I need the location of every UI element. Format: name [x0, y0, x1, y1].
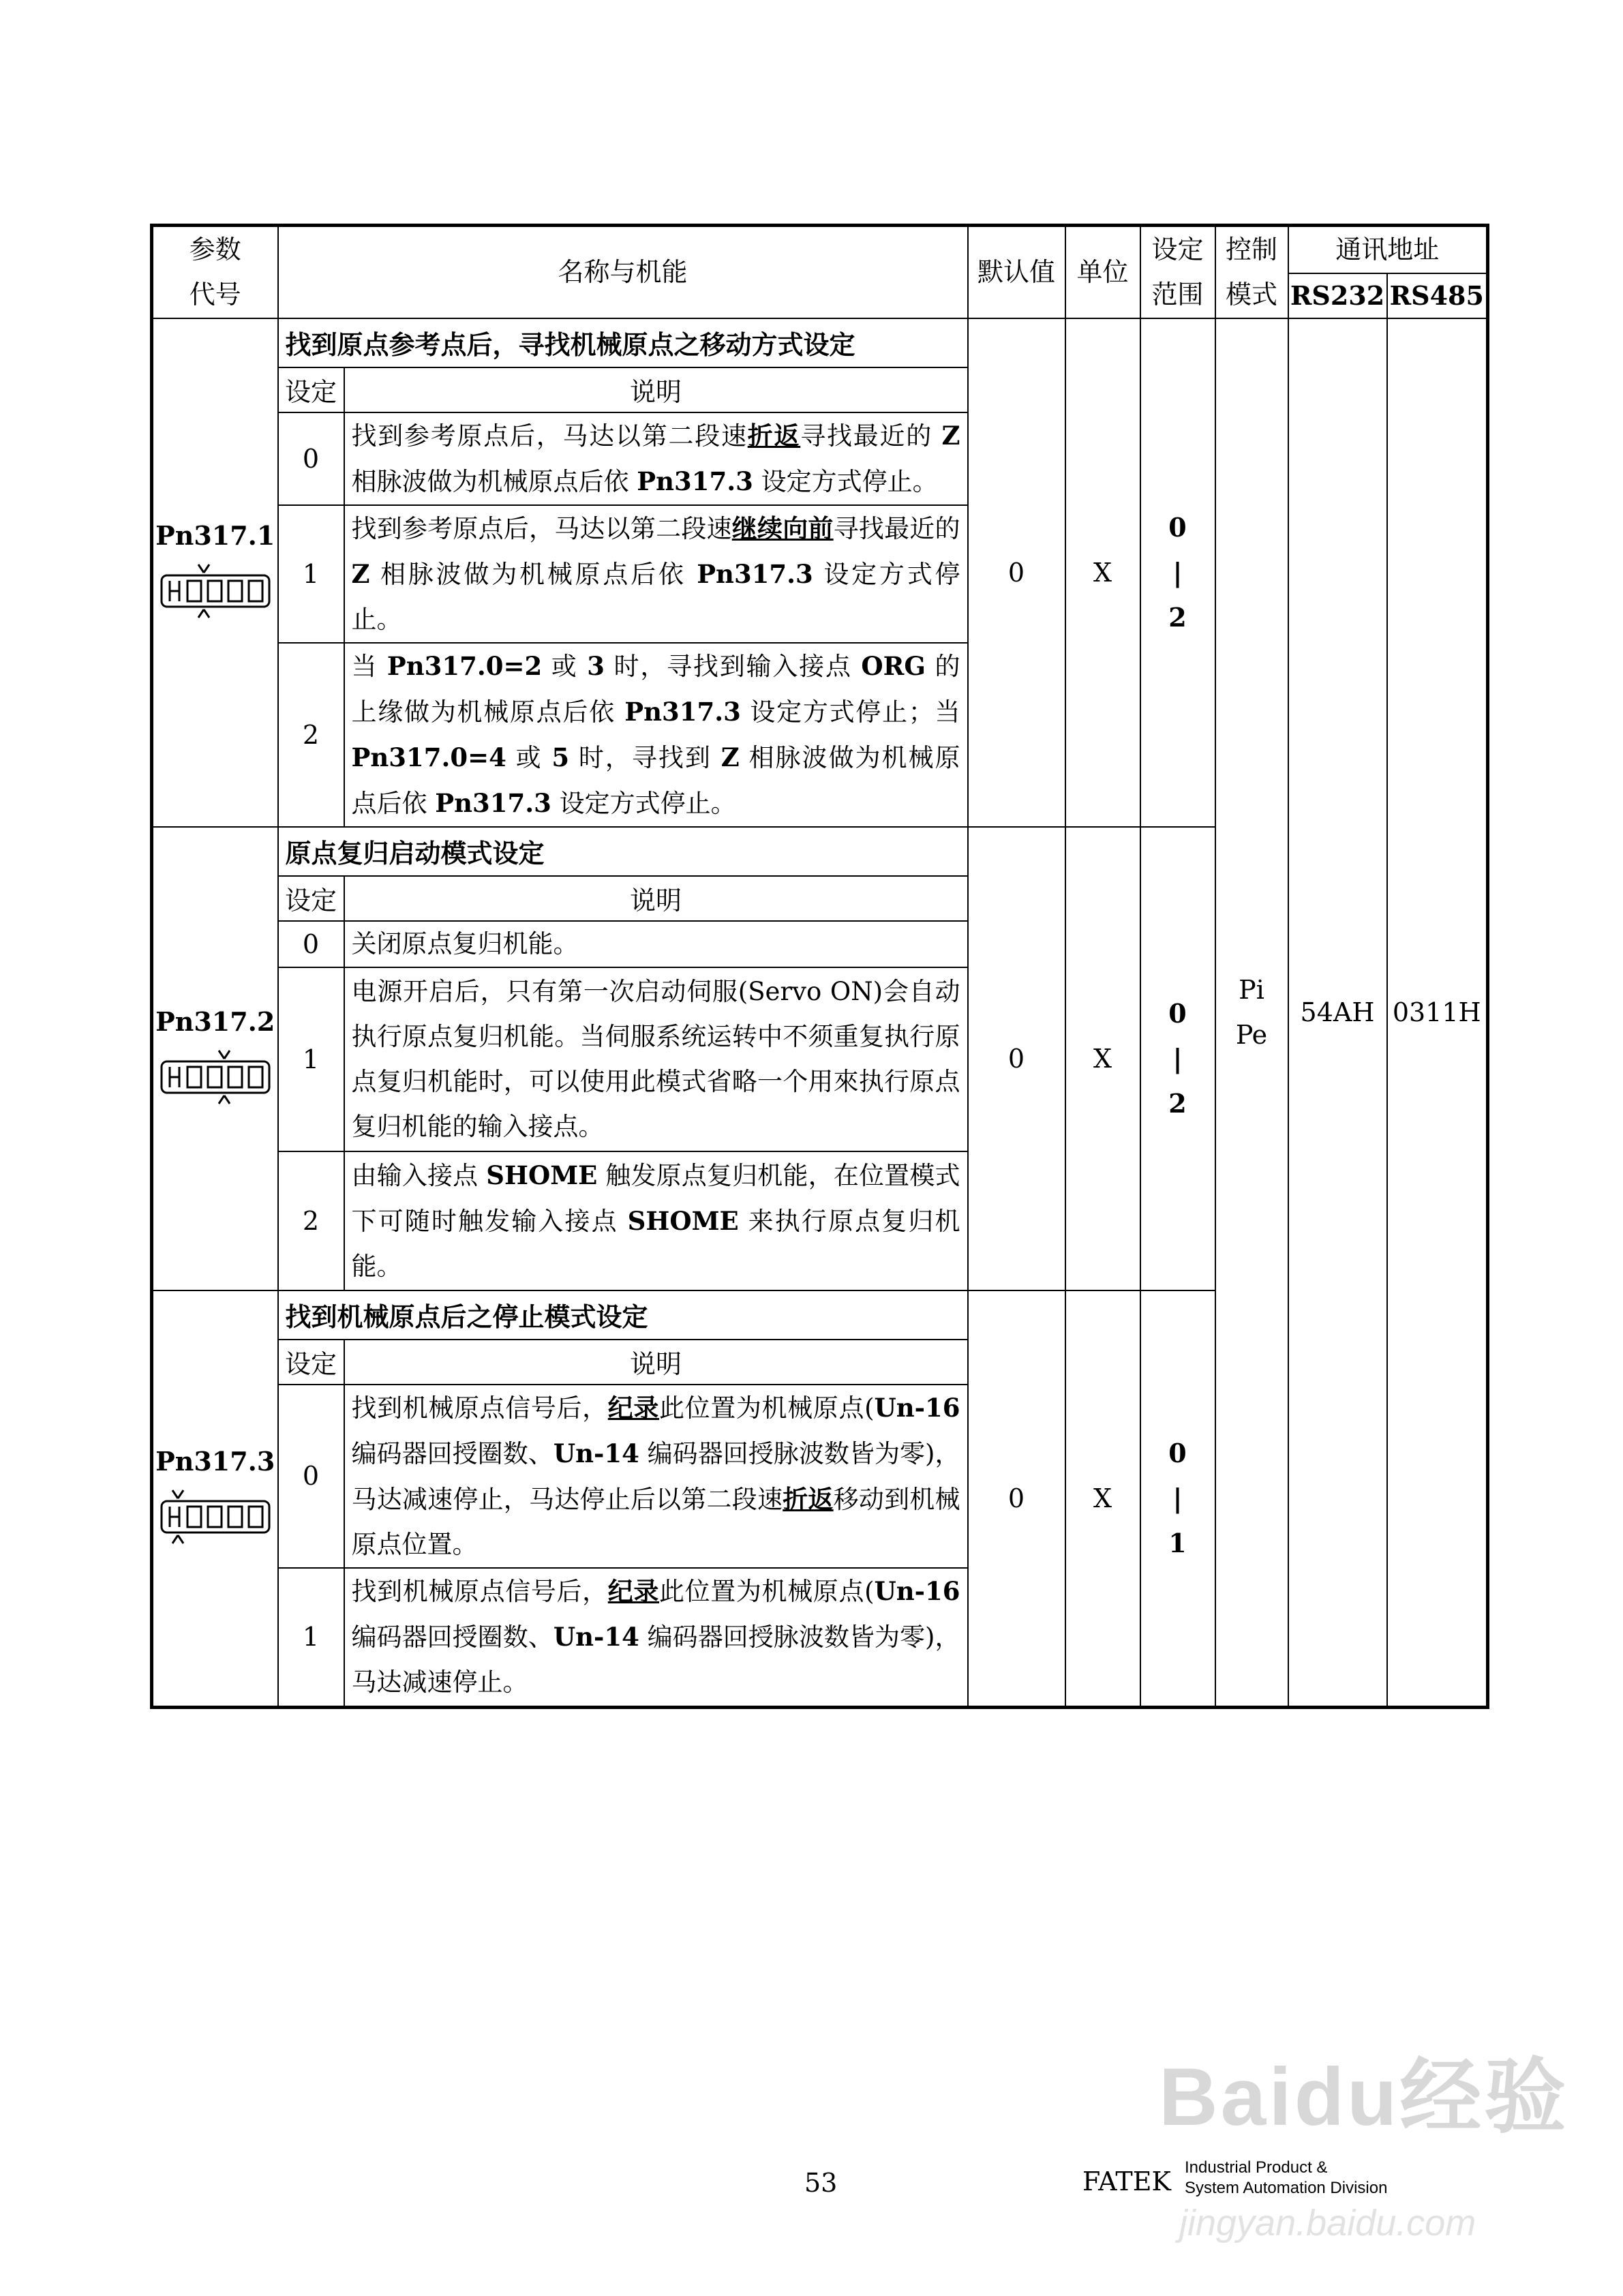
parameter-table	[150, 224, 1489, 1709]
param-function-cell	[278, 318, 968, 827]
param-title: 原点复归启动模式设定	[279, 828, 967, 876]
option-desc: 电源开启后，只有第一次启动伺服(Servo ON)会自动执行原点复归机能。当伺服系统运转中不须重复执行原点复归机能时，可以使用此模式省略一个用來执行原点复归机能的输入接点。	[344, 967, 967, 1151]
rs485-address: 0311H	[1387, 318, 1488, 1708]
option-row	[279, 412, 967, 505]
param-unit: X	[1065, 318, 1140, 827]
option-value: 0	[279, 921, 344, 967]
header-mode: 控制 模式	[1215, 226, 1288, 318]
param-code-cell	[152, 1290, 278, 1708]
option-row	[279, 1385, 967, 1568]
param-unit: X	[1065, 827, 1140, 1290]
param-title: 找到机械原点后之停止模式设定	[279, 1291, 967, 1340]
option-value: 2	[279, 1151, 344, 1290]
option-row	[279, 967, 967, 1151]
options-table	[279, 319, 967, 826]
watermark-url: jingyan.baidu.com	[1179, 2203, 1476, 2244]
option-row	[279, 1151, 967, 1290]
footer-division-line1: Industrial Product &	[1185, 2158, 1328, 2177]
param-function-cell	[278, 1290, 968, 1708]
option-value: 1	[279, 1568, 344, 1706]
option-desc: 找到机械原点信号后，纪录此位置为机械原点(Un-16 编码器回授圈数、Un-14 编码器回授脉波数皆为零)，马达减速停止，马达停止后以第二段速折返移动到机械原点位置。	[344, 1385, 967, 1568]
options-table	[279, 828, 967, 1290]
param-code: Pn317.2	[155, 1006, 275, 1037]
option-desc: 找到参考原点后，马达以第二段速折返寻找最近的 Z 相脉波做为机械原点后依 Pn317.3 设定方式停止。	[344, 412, 967, 505]
seven-segment-display-icon	[157, 560, 273, 624]
rs232-address: 54AH	[1288, 318, 1387, 1708]
param-range: 0 | 2	[1140, 318, 1215, 827]
seven-segment-display-icon	[157, 1046, 273, 1111]
option-row	[279, 921, 967, 967]
param-function-cell	[278, 827, 968, 1290]
option-row	[279, 643, 967, 826]
param-code-cell	[152, 827, 278, 1290]
param-default: 0	[968, 1290, 1065, 1708]
seven-segment-display-icon	[157, 1486, 273, 1550]
param-code-cell	[152, 318, 278, 827]
option-desc: 由输入接点 SHOME 触发原点复归机能，在位置模式下可随时触发输入接点 SHOME 来执行原点复归机能。	[344, 1151, 967, 1290]
footer-division-line2: System Automation Division	[1185, 2179, 1388, 2197]
option-value: 2	[279, 643, 344, 826]
header-name: 名称与机能	[278, 226, 968, 318]
options-header-desc: 说明	[344, 876, 967, 921]
option-value: 1	[279, 967, 344, 1151]
header-rs485: RS485	[1387, 273, 1488, 318]
header-unit: 单位	[1065, 226, 1140, 318]
options-header-desc: 说明	[344, 1340, 967, 1385]
option-desc: 找到参考原点后，马达以第二段速继续向前寻找最近的 Z 相脉波做为机械原点后依 Pn317.3 设定方式停止。	[344, 505, 967, 643]
options-header-setting: 设定	[279, 1340, 344, 1385]
option-row	[279, 505, 967, 643]
option-desc: 当 Pn317.0=2 或 3 时，寻找到输入接点 ORG 的上缘做为机械原点后依 Pn317.3 设定方式停止；当 Pn317.0=4 或 5 时，寻找到 Z 相脉波做为机械原点后依 Pn317.3 设定方式停止。	[344, 643, 967, 826]
param-title: 找到原点参考点后，寻找机械原点之移动方式设定	[279, 319, 967, 367]
options-header-desc: 说明	[344, 367, 967, 412]
header-code: 参数 代号	[152, 226, 278, 318]
watermark-logo: Baidu经验	[1159, 2051, 1569, 2143]
header-rs232: RS232	[1288, 273, 1387, 318]
param-default: 0	[968, 318, 1065, 827]
page-number: 53	[804, 2168, 838, 2198]
footer-brand: FATEK	[1082, 2166, 1171, 2196]
option-value: 0	[279, 412, 344, 505]
param-row-pn317-1	[152, 318, 1488, 827]
option-desc: 关闭原点复归机能。	[344, 921, 967, 967]
option-value: 1	[279, 505, 344, 643]
options-table	[279, 1291, 967, 1706]
option-value: 0	[279, 1385, 344, 1568]
param-code: Pn317.3	[155, 1446, 275, 1477]
header-comm: 通讯地址	[1288, 226, 1488, 273]
option-row	[279, 1568, 967, 1706]
param-range: 0 | 2	[1140, 827, 1215, 1290]
param-unit: X	[1065, 1290, 1140, 1708]
header-range: 设定 范围	[1140, 226, 1215, 318]
header-default: 默认值	[968, 226, 1065, 318]
param-code: Pn317.1	[155, 520, 275, 551]
options-header-setting: 设定	[279, 367, 344, 412]
option-desc: 找到机械原点信号后，纪录此位置为机械原点(Un-16 编码器回授圈数、Un-14 编码器回授脉波数皆为零)，马达减速停止。	[344, 1568, 967, 1706]
param-range: 0 | 1	[1140, 1290, 1215, 1708]
param-default: 0	[968, 827, 1065, 1290]
control-mode: Pi Pe	[1215, 318, 1288, 1708]
options-header-setting: 设定	[279, 876, 344, 921]
